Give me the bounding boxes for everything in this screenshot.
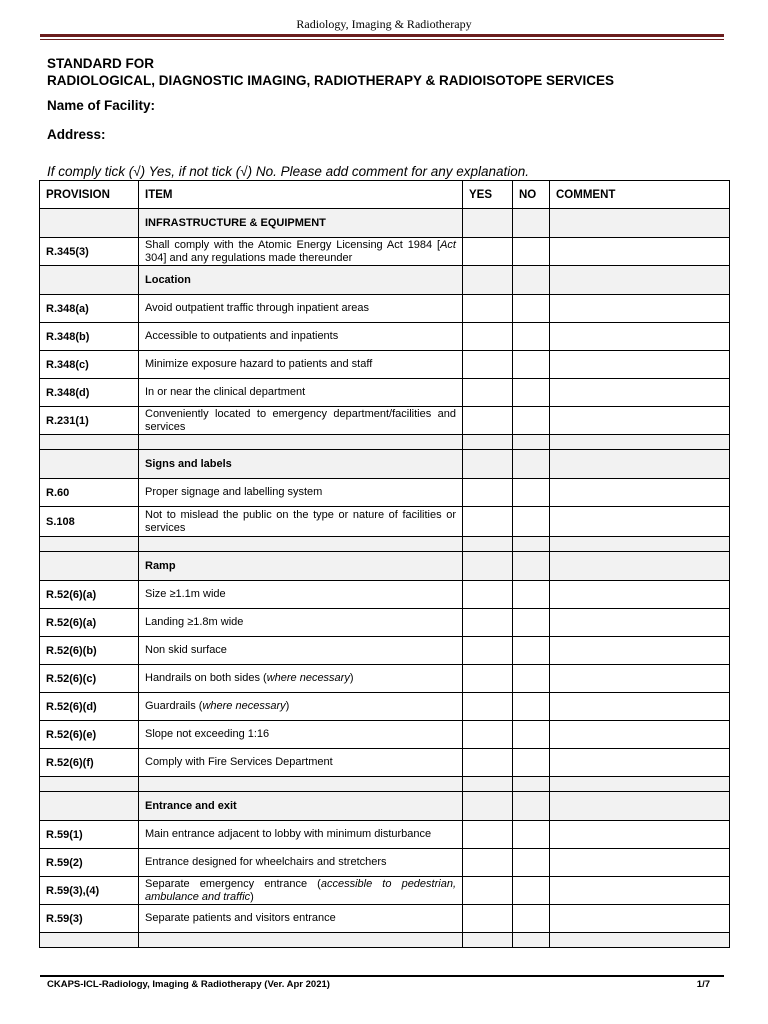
column-header-comment: COMMENT xyxy=(550,181,730,209)
comment-cell[interactable] xyxy=(550,209,730,238)
column-header-provision: PROVISION xyxy=(40,181,139,209)
item-text-italic: where necessary xyxy=(266,672,350,684)
table-row xyxy=(40,351,730,379)
item-text: ) xyxy=(285,700,290,712)
provision-cell: R.52(6)(b) xyxy=(40,637,139,665)
yes-cell[interactable] xyxy=(463,323,513,351)
comment-cell[interactable] xyxy=(550,721,730,749)
spacer-row xyxy=(40,777,730,792)
yes-cell[interactable] xyxy=(463,450,513,479)
table-row xyxy=(40,721,730,749)
no-cell[interactable] xyxy=(513,266,550,295)
no-cell[interactable] xyxy=(513,749,550,777)
yes-cell[interactable] xyxy=(463,777,513,792)
item-text: ) xyxy=(250,890,254,903)
page-header: Radiology, Imaging & Radiotherapy xyxy=(296,17,472,31)
table-row xyxy=(40,665,730,693)
comment-cell[interactable] xyxy=(550,295,730,323)
yes-cell[interactable] xyxy=(463,295,513,323)
provision-cell: R.60 xyxy=(40,479,139,507)
yes-cell[interactable] xyxy=(463,721,513,749)
comment-cell[interactable] xyxy=(550,479,730,507)
comment-cell[interactable] xyxy=(550,581,730,609)
item-cell xyxy=(139,609,463,637)
no-cell[interactable] xyxy=(513,351,550,379)
section-heading: Location xyxy=(139,266,463,295)
comment-cell[interactable] xyxy=(550,821,730,849)
provision-cell xyxy=(40,552,139,581)
comment-cell[interactable] xyxy=(550,407,730,435)
comment-cell[interactable] xyxy=(550,537,730,552)
section-heading: Entrance and exit xyxy=(139,792,463,821)
section-row xyxy=(40,450,730,479)
item-cell xyxy=(139,238,463,266)
item-text-italic: accessible to pedestrian, ambulance and traffic xyxy=(145,877,457,903)
no-cell[interactable] xyxy=(513,450,550,479)
comment-cell[interactable] xyxy=(550,877,730,905)
item-text: In or near the clinical department xyxy=(145,386,306,398)
no-cell[interactable] xyxy=(513,849,550,877)
no-cell[interactable] xyxy=(513,933,550,948)
footer-page-number: 1/7 xyxy=(696,979,710,990)
yes-cell[interactable] xyxy=(463,552,513,581)
no-cell[interactable] xyxy=(513,479,550,507)
item-text-italic: where necessary xyxy=(202,700,286,712)
no-cell[interactable] xyxy=(513,721,550,749)
item-text-italic: Act xyxy=(440,238,456,251)
comment-cell[interactable] xyxy=(550,693,730,721)
item-cell xyxy=(139,721,463,749)
spacer-row xyxy=(40,933,730,948)
yes-cell[interactable] xyxy=(463,238,513,266)
no-cell[interactable] xyxy=(513,209,550,238)
item-cell xyxy=(139,295,463,323)
provision-cell xyxy=(40,450,139,479)
provision-cell: R.59(1) xyxy=(40,821,139,849)
column-header-item: ITEM xyxy=(139,181,463,209)
yes-cell[interactable] xyxy=(463,435,513,450)
provision-cell xyxy=(40,537,139,552)
item-text: Handrails on both sides ( xyxy=(145,672,267,684)
yes-cell[interactable] xyxy=(463,849,513,877)
yes-cell[interactable] xyxy=(463,749,513,777)
no-cell[interactable] xyxy=(513,407,550,435)
no-cell[interactable] xyxy=(513,537,550,552)
item-cell xyxy=(139,323,463,351)
item-cell xyxy=(139,905,463,933)
checklist-body xyxy=(40,209,730,948)
provision-cell: R.52(6)(d) xyxy=(40,693,139,721)
section-row xyxy=(40,266,730,295)
item-text: Landing ≥1.8m wide xyxy=(145,616,244,628)
item-text: Main entrance adjacent to lobby with minimum disturbance xyxy=(145,828,432,840)
table-row xyxy=(40,238,730,266)
comment-cell[interactable] xyxy=(550,450,730,479)
yes-cell[interactable] xyxy=(463,792,513,821)
no-cell[interactable] xyxy=(513,777,550,792)
comment-cell[interactable] xyxy=(550,435,730,450)
provision-cell: R.52(6)(a) xyxy=(40,581,139,609)
no-cell[interactable] xyxy=(513,665,550,693)
yes-cell[interactable] xyxy=(463,693,513,721)
comment-cell[interactable] xyxy=(550,238,730,266)
provision-cell xyxy=(40,777,139,792)
comment-cell[interactable] xyxy=(550,507,730,537)
table-header-row xyxy=(40,181,730,209)
no-cell[interactable] xyxy=(513,792,550,821)
no-cell[interactable] xyxy=(513,435,550,450)
section-row xyxy=(40,552,730,581)
item-cell xyxy=(139,407,463,435)
provision-cell: R.59(3) xyxy=(40,905,139,933)
item-cell xyxy=(139,379,463,407)
provision-cell xyxy=(40,792,139,821)
provision-cell: R.348(c) xyxy=(40,351,139,379)
title-line-2: RADIOLOGICAL, DIAGNOSTIC IMAGING, RADIOTHERAPY & RADIOISOTOPE SERVICES xyxy=(47,73,615,88)
item-text: Non skid surface xyxy=(145,644,227,656)
item-cell xyxy=(139,507,463,537)
provision-cell xyxy=(40,933,139,948)
item-text: Slope not exceeding 1:16 xyxy=(145,728,270,740)
table-row xyxy=(40,507,730,537)
item-text: Separate emergency entrance ( xyxy=(145,877,321,890)
item-cell xyxy=(139,777,463,792)
provision-cell: R.52(6)(a) xyxy=(40,609,139,637)
item-cell xyxy=(139,537,463,552)
section-heading: Signs and labels xyxy=(139,450,463,479)
item-text: Guardrails ( xyxy=(145,700,203,712)
header-rule xyxy=(40,34,724,37)
comment-cell[interactable] xyxy=(550,777,730,792)
item-text: ) xyxy=(349,672,354,684)
item-cell xyxy=(139,849,463,877)
table-row xyxy=(40,295,730,323)
provision-cell: R.345(3) xyxy=(40,238,139,266)
spacer-row xyxy=(40,435,730,450)
yes-cell[interactable] xyxy=(463,379,513,407)
item-text: Conveniently located to emergency department/facilities and services xyxy=(145,407,456,433)
item-cell xyxy=(139,637,463,665)
provision-cell: R.52(6)(c) xyxy=(40,665,139,693)
table-row xyxy=(40,637,730,665)
provision-cell: R.59(2) xyxy=(40,849,139,877)
table-row xyxy=(40,379,730,407)
comment-cell[interactable] xyxy=(550,351,730,379)
table-row xyxy=(40,749,730,777)
item-cell xyxy=(139,933,463,948)
comment-cell[interactable] xyxy=(550,933,730,948)
item-text: Minimize exposure hazard to patients and staff xyxy=(145,358,373,370)
spacer-row xyxy=(40,537,730,552)
footer-rule xyxy=(40,975,724,977)
provision-cell: R.59(3),(4) xyxy=(40,877,139,905)
table-row xyxy=(40,479,730,507)
table-row xyxy=(40,877,730,905)
provision-cell: R.52(6)(e) xyxy=(40,721,139,749)
item-text: Size ≥1.1m wide xyxy=(145,588,226,600)
no-cell[interactable] xyxy=(513,379,550,407)
table-row xyxy=(40,323,730,351)
item-text: Comply with Fire Services Department xyxy=(145,756,333,768)
item-text: Entrance designed for wheelchairs and stretchers xyxy=(145,856,387,868)
yes-cell[interactable] xyxy=(463,351,513,379)
no-cell[interactable] xyxy=(513,507,550,537)
yes-cell[interactable] xyxy=(463,665,513,693)
yes-cell[interactable] xyxy=(463,821,513,849)
item-text: Not to mislead the public on the type or nature of facilities or services xyxy=(145,508,456,534)
yes-cell[interactable] xyxy=(463,209,513,238)
yes-cell[interactable] xyxy=(463,479,513,507)
item-cell xyxy=(139,693,463,721)
yes-cell[interactable] xyxy=(463,609,513,637)
comment-cell[interactable] xyxy=(550,379,730,407)
item-cell xyxy=(139,821,463,849)
yes-cell[interactable] xyxy=(463,407,513,435)
comment-cell[interactable] xyxy=(550,637,730,665)
no-cell[interactable] xyxy=(513,552,550,581)
no-cell[interactable] xyxy=(513,323,550,351)
yes-cell[interactable] xyxy=(463,905,513,933)
column-header-yes: YES xyxy=(463,181,513,209)
table-row xyxy=(40,905,730,933)
item-cell xyxy=(139,435,463,450)
comment-cell[interactable] xyxy=(550,849,730,877)
table-row xyxy=(40,407,730,435)
no-cell[interactable] xyxy=(513,877,550,905)
provision-cell xyxy=(40,435,139,450)
comment-cell[interactable] xyxy=(550,266,730,295)
item-cell xyxy=(139,351,463,379)
address-label: Address: xyxy=(47,127,106,142)
checklist-table xyxy=(39,180,730,948)
item-cell xyxy=(139,581,463,609)
provision-cell: R.348(d) xyxy=(40,379,139,407)
instruction-text: If comply tick (√) Yes, if not tick (√) No. Please add comment for any explanation. xyxy=(47,164,530,179)
section-row xyxy=(40,792,730,821)
item-cell xyxy=(139,749,463,777)
section-heading: INFRASTRUCTURE & EQUIPMENT xyxy=(139,209,463,238)
comment-cell[interactable] xyxy=(550,323,730,351)
footer-document-id: CKAPS-ICL-Radiology, Imaging & Radiotherapy (Ver. Apr 2021) xyxy=(47,979,330,990)
comment-cell[interactable] xyxy=(550,792,730,821)
comment-cell[interactable] xyxy=(550,609,730,637)
table-row xyxy=(40,581,730,609)
table-row xyxy=(40,693,730,721)
comment-cell[interactable] xyxy=(550,905,730,933)
item-text: 304] and any regulations made thereunder xyxy=(145,251,353,264)
title-line-1: STANDARD FOR xyxy=(47,56,154,71)
table-row xyxy=(40,821,730,849)
table-row xyxy=(40,849,730,877)
yes-cell[interactable] xyxy=(463,877,513,905)
yes-cell[interactable] xyxy=(463,933,513,948)
no-cell[interactable] xyxy=(513,821,550,849)
item-text: Shall comply with the Atomic Energy Licensing Act 1984 [ xyxy=(145,238,441,251)
facility-name-label: Name of Facility: xyxy=(47,98,156,113)
provision-cell: R.231(1) xyxy=(40,407,139,435)
yes-cell[interactable] xyxy=(463,581,513,609)
yes-cell[interactable] xyxy=(463,637,513,665)
comment-cell[interactable] xyxy=(550,665,730,693)
item-cell xyxy=(139,479,463,507)
provision-cell: S.108 xyxy=(40,507,139,537)
yes-cell[interactable] xyxy=(463,266,513,295)
provision-cell: R.348(a) xyxy=(40,295,139,323)
item-text: Avoid outpatient traffic through inpatient areas xyxy=(145,302,370,314)
provision-cell: R.348(b) xyxy=(40,323,139,351)
item-cell xyxy=(139,877,463,905)
provision-cell: R.52(6)(f) xyxy=(40,749,139,777)
item-cell xyxy=(139,665,463,693)
provision-cell xyxy=(40,266,139,295)
provision-cell xyxy=(40,209,139,238)
table-row xyxy=(40,609,730,637)
column-header-no: NO xyxy=(513,181,550,209)
section-row xyxy=(40,209,730,238)
no-cell[interactable] xyxy=(513,637,550,665)
item-text: Proper signage and labelling system xyxy=(145,486,323,498)
header-rule-thin xyxy=(40,39,724,40)
item-text: Separate patients and visitors entrance xyxy=(145,912,336,924)
no-cell[interactable] xyxy=(513,295,550,323)
comment-cell[interactable] xyxy=(550,552,730,581)
no-cell[interactable] xyxy=(513,238,550,266)
comment-cell[interactable] xyxy=(550,749,730,777)
no-cell[interactable] xyxy=(513,581,550,609)
yes-cell[interactable] xyxy=(463,507,513,537)
no-cell[interactable] xyxy=(513,905,550,933)
no-cell[interactable] xyxy=(513,693,550,721)
item-text: Accessible to outpatients and inpatients xyxy=(145,330,339,342)
section-heading: Ramp xyxy=(139,552,463,581)
yes-cell[interactable] xyxy=(463,537,513,552)
document-title xyxy=(47,55,614,89)
no-cell[interactable] xyxy=(513,609,550,637)
